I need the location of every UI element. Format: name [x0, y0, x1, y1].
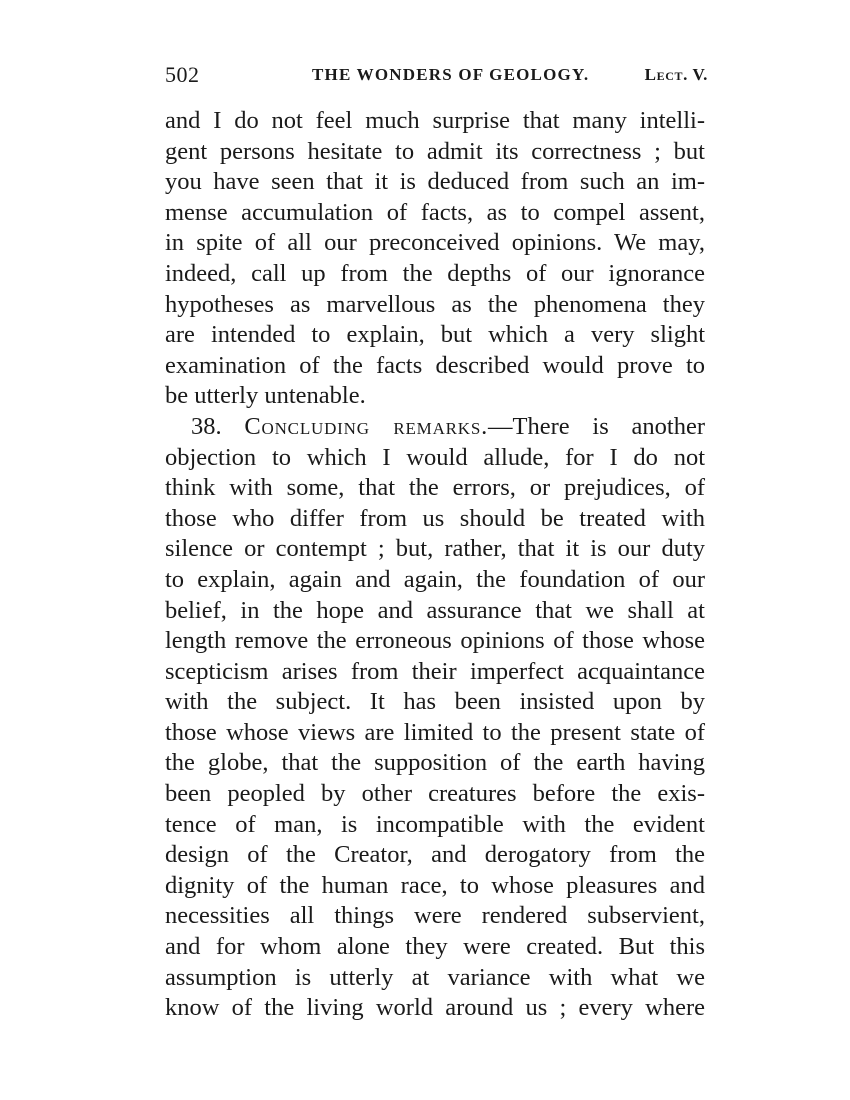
text-line: the globe, that the supposition of the earth having	[165, 749, 705, 777]
text-line: you have seen that it is deduced from such an im-	[165, 168, 705, 196]
text-line: those whose views are limited to the present state of	[165, 718, 705, 746]
text-line: dignity of the human race, to whose pleasures and	[165, 871, 705, 899]
text-line: think with some, that the errors, or prejudices, of	[165, 474, 705, 502]
section-number: 38.	[191, 412, 222, 440]
section-first-line	[165, 412, 705, 443]
text-line: be utterly untenable.	[165, 382, 366, 410]
text-line: are intended to explain, but which a very slight	[165, 321, 705, 349]
text-line: gent persons hesitate to admit its correctness ; but	[165, 137, 705, 165]
text-line: examination of the facts described would prove to	[165, 351, 705, 379]
text-line: scepticism arises from their imperfect acquaintance	[165, 657, 705, 685]
running-head	[165, 62, 708, 90]
text-line: length remove the erroneous opinions of those whose	[165, 627, 705, 655]
body-text	[165, 106, 705, 1024]
text-line: assumption is utterly at variance with what we	[165, 963, 705, 991]
text-line: belief, in the hope and assurance that we shall at	[165, 596, 705, 624]
text-line: know of the living world around us ; every where	[165, 994, 705, 1022]
text-line: design of the Creator, and derogatory from the	[165, 841, 705, 869]
text-line: with the subject. It has been insisted upon by	[165, 688, 705, 716]
text-line: hypotheses as marvellous as the phenomena they	[165, 290, 705, 318]
section-first-line-rest: —There is another	[488, 412, 705, 440]
text-line: objection to which I would allude, for I do not	[165, 443, 705, 471]
lecture-label: Lect. V.	[644, 65, 708, 84]
text-line: mense accumulation of facts, as to compel assent,	[165, 198, 705, 226]
text-line: tence of man, is incompatible with the evident	[165, 810, 705, 838]
text-line: those who differ from us should be treated with	[165, 504, 705, 532]
text-line: and I do not feel much surprise that many intelli-	[165, 107, 705, 134]
paragraph-2	[165, 412, 705, 1024]
text-line: silence or contempt ; but, rather, that it is our duty	[165, 535, 705, 563]
text-line: been peopled by other creatures before the exis-	[165, 780, 705, 808]
text-line: necessities all things were rendered subservient,	[165, 902, 705, 930]
text-line: and for whom alone they were created. But this	[165, 933, 705, 961]
text-line: in spite of all our preconceived opinions. We may,	[165, 229, 705, 257]
section-heading: Concluding remarks.	[244, 412, 489, 440]
page-number: 502	[165, 62, 200, 87]
running-title: THE WONDERS OF GEOLOGY.	[312, 65, 590, 84]
text-line: to explain, again and again, the foundation of our	[165, 565, 705, 593]
text-line: indeed, call up from the depths of our ignorance	[165, 259, 705, 287]
paragraph-1	[165, 106, 705, 412]
